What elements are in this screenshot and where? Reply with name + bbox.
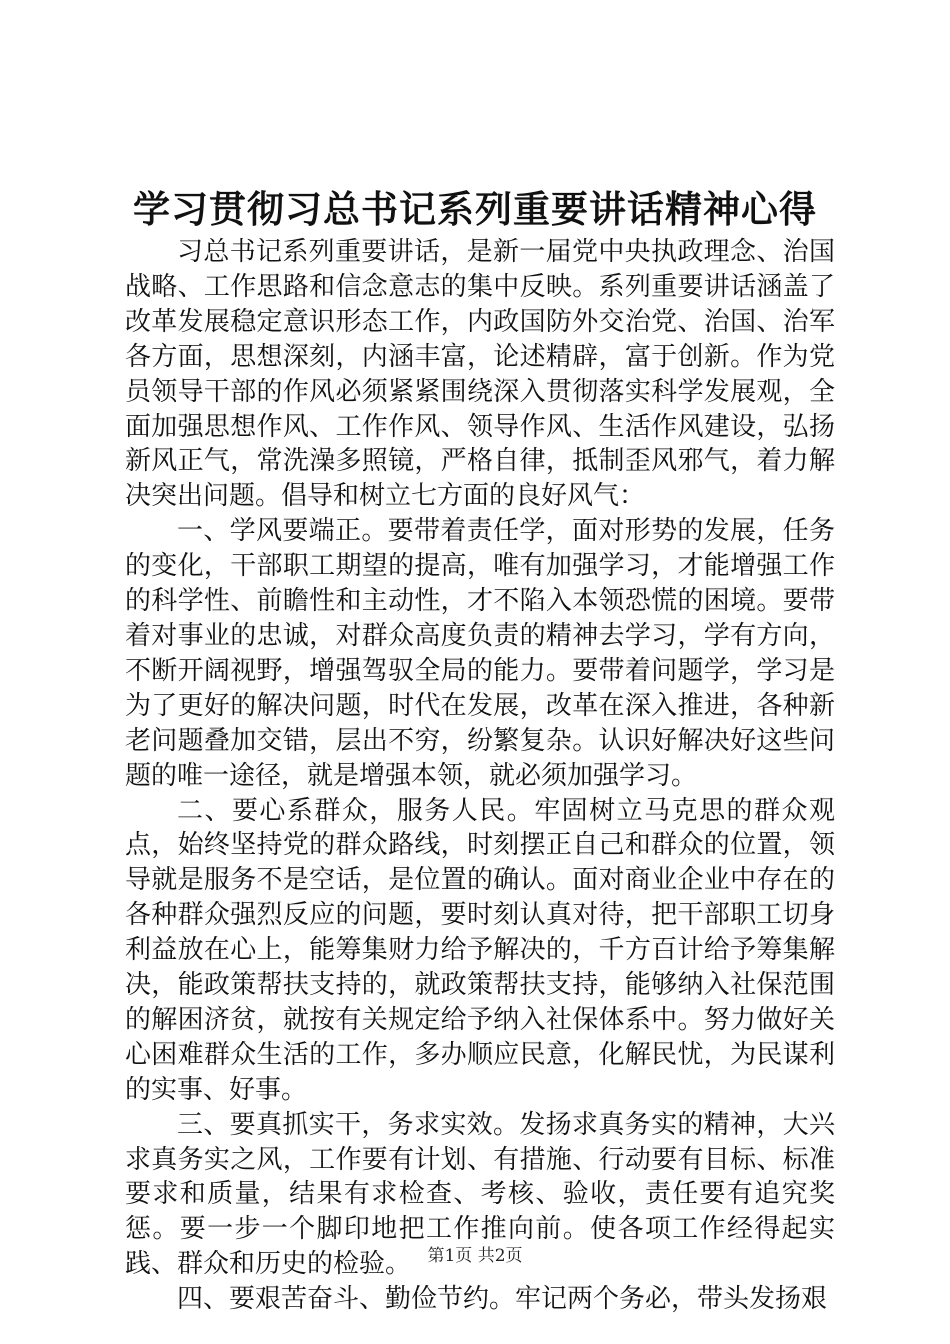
paragraph-study-style: 一、学风要端正。要带着责任学，面对形势的发展，任务的变化，干部职工期望的提高，唯有加强学习，才能增强工作的科学性、前瞻性和主动性，才不陷入本领恐慌的困境。要带着对事业的忠诚，对群众高度负责的精神去学习，学有方向，不断开阔视野，增强驾驭全局的能力。要带着问题学，学习是为了更好的解决问题，时代在发展，改革在深入推进，各种新老问题叠加交错，层出不穷，纷繁复杂。认识好解决好这些问题的唯一途径，就是增强本领，就必须加强学习。 xyxy=(125,516,835,791)
document-title: 学习贯彻习总书记系列重要讲话精神心得 xyxy=(133,187,817,231)
page-number-footer: 第1页 共2页 xyxy=(427,1246,523,1266)
paragraph-practical-work: 三、要真抓实干，务求实效。发扬求真务实的精神，大兴求真务实之风，工作要有计划、有措施、行动要有目标、标准要求和质量，结果有求检查、考核、验收，责任要有追究奖惩。要一步一个脚印地把工作推向前。使各项工作经得起实践、群众和历史的检验。 xyxy=(125,1109,835,1280)
paragraph-intro: 习总书记系列重要讲话，是新一届党中央执政理念、治国战略、工作思路和信念意志的集中反映。系列重要讲话涵盖了改革发展稳定意识形态工作，内政国防外交治党、治国、治军各方面，思想深刻，内涵丰富，论述精辟，富于创新。作为党员领导干部的作风必须紧紧围绕深入贯彻落实科学发展观，全面加强思想作风、工作作风、领导作风、生活作风建设，弘扬新风正气，常洗澡多照镜，严格自律，抵制歪风邪气，着力解决突出问题。倡导和树立七方面的良好风气： xyxy=(125,237,835,512)
paragraph-frugality: 四、要艰苦奋斗、勤俭节约。牢记两个务必，带头发扬艰 xyxy=(177,1284,828,1315)
paragraph-serve-people: 二、要心系群众，服务人民。牢固树立马克思的群众观点，始终坚持党的群众路线，时刻摆正自己和群众的位置，领导就是服务不是空话，是位置的确认。面对商业企业中存在的各种群众强烈反应的问题，要时刻认真对待，把干部职工切身利益放在心上，能筹集财力给予解决的，千方百计给予筹集解决，能政策帮扶支持的，就政策帮扶支持，能够纳入社保范围的解困济贫，就按有关规定给予纳入社保体系中。努力做好关心困难群众生活的工作，多办顺应民意，化解民忧，为民谋利的实事、好事。 xyxy=(125,795,835,1105)
document-body xyxy=(125,235,835,1317)
